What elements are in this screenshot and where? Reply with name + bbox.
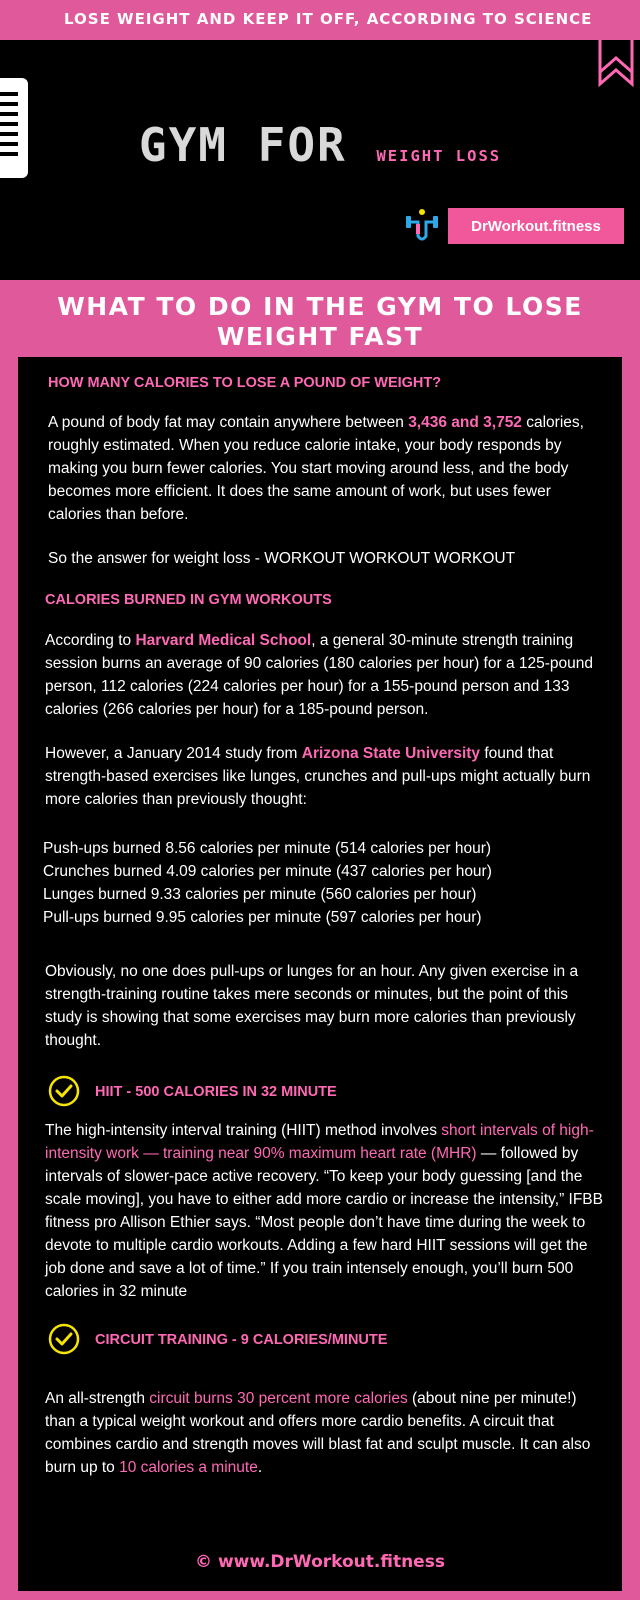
harvard-link[interactable]: Harvard Medical School: [135, 632, 312, 649]
top-banner: [0, 0, 640, 40]
top-banner-text: LOSE WEIGHT AND KEEP IT OFF, ACCORDING TO SCIENCE: [64, 10, 593, 28]
menu-icon: [0, 92, 18, 96]
hiit-link[interactable]: short intervals of high-intensity work — training near 90% maximum heart rate (MHR): [45, 1122, 594, 1162]
hero-header: [0, 40, 640, 280]
circuit-link[interactable]: circuit burns 30 percent more calories: [149, 1390, 408, 1407]
paragraph-hiit: The high-intensity interval training (HIIT) method involves short intervals of high-intensity work — training near 90% maximum heart rate (MHR) — followed by intervals of slower-pace active recovery. “To keep your body guessing [and the scale moving], you have to either add more cardio or increase the intensity,” IFBB fitness pro Allison Ethier says. “Most people don’t have time during the week to devote to multiple cardio workouts. Adding a few hard HIIT sessions will get the job done and save a lot of time.” If you train intensely enough, you’ll burn 500 calories in 32 minute: [45, 1122, 603, 1300]
list-item: Pull-ups burned 9.95 calories per minute (597 calories per hour): [43, 909, 482, 926]
footer-site-link[interactable]: © www.DrWorkout.fitness: [195, 1552, 445, 1572]
list-item: Lunges burned 9.33 calories per minute (560 calories per hour): [43, 886, 477, 903]
checkmark-icon: [48, 1323, 80, 1355]
paragraph-asu: However, a January 2014 study from Arizona State University found that strength-based exercises like lunges, crunches and pull-ups might actually burn more calories than previously thought:: [45, 745, 591, 808]
bookmark-icon[interactable]: [596, 40, 636, 88]
exercise-list: [43, 837, 599, 929]
heading-calories-burned: CALORIES BURNED IN GYM WORKOUTS: [45, 592, 332, 608]
site-badge[interactable]: DrWorkout.fitness: [448, 208, 624, 244]
content-card: [18, 357, 622, 1591]
page-title: GYM FOR WEIGHT LOSS: [138, 118, 502, 172]
calories-minute-link[interactable]: 10 calories a minute: [119, 1459, 258, 1476]
list-item: Crunches burned 4.09 calories per minute (437 calories per hour): [43, 863, 492, 880]
paragraph-harvard: According to Harvard Medical School, a general 30-minute strength training session burns an average of 90 calories (180 calories per hour) for a 125-pound person, 112 calories (224 calories per hour) for a 155-pound person and 133 calories (266 calories per hour) for a 185-pound person.: [45, 632, 593, 718]
dumbbell-logo-icon: [404, 206, 440, 246]
asu-link[interactable]: Arizona State University: [301, 745, 481, 762]
heading-circuit: CIRCUIT TRAINING - 9 CALORIES/MINUTE: [95, 1332, 388, 1348]
paragraph-circuit: An all-strength circuit burns 30 percent more calories (about nine per minute!) than a typical weight workout and offers more cardio benefits. A circuit that combines cardio and strength moves will blast fat and sculpt muscle. It can also burn up to 10 calories a minute.: [45, 1390, 591, 1476]
list-item: Push-ups burned 8.56 calories per minute (514 calories per hour): [43, 840, 492, 857]
heading-calories-per-pound: HOW MANY CALORIES TO LOSE A POUND OF WEIGHT?: [48, 375, 442, 391]
checkmark-icon: [48, 1075, 80, 1107]
paragraph-obviously: Obviously, no one does pull-ups or lunges for an hour. Any given exercise in a strength-training routine takes mere seconds or minutes, but the point of this study is showing that some exercises may burn more calories than previously thought.: [45, 963, 579, 1049]
paragraph-workout: So the answer for weight loss - WORKOUT WORKOUT WORKOUT: [48, 550, 516, 567]
heading-hiit: HIIT - 500 CALORIES IN 32 MINUTE: [95, 1084, 337, 1100]
section-title: WHAT TO DO IN THE GYM TO LOSE WEIGHT FAST: [57, 292, 583, 351]
paragraph-calories-per-pound: A pound of body fat may contain anywhere between 3,436 and 3,752 calories, roughly estimated. When you reduce calorie intake, your body responds by making you burn fewer calories. You start moving around less, and the body becomes more efficient. It does the same amount of work, but uses fewer calories than before.: [48, 414, 584, 523]
